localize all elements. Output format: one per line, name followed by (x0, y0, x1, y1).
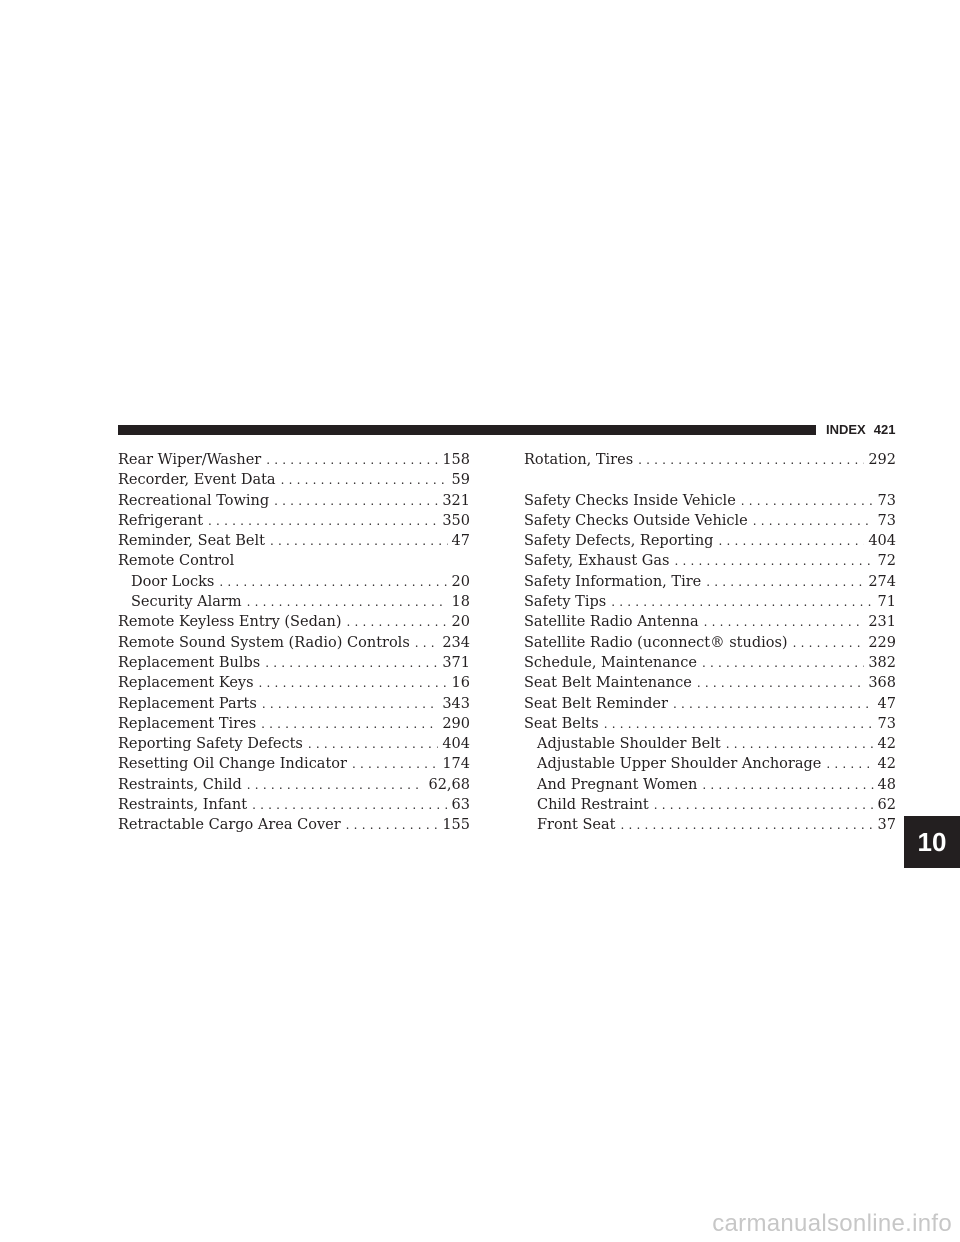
index-entry (118, 491, 470, 511)
index-term: Front Seat (537, 817, 616, 834)
index-page-ref: 72 (877, 553, 896, 570)
dot-leader (415, 633, 439, 653)
index-page-ref: 321 (442, 492, 470, 509)
index-page-ref: 20 (451, 573, 470, 590)
index-entry (118, 612, 470, 632)
index-page-ref: 371 (442, 654, 470, 671)
dot-leader (308, 734, 438, 754)
index-entry (118, 531, 470, 551)
dot-leader (208, 511, 438, 531)
index-page-ref: 404 (442, 736, 470, 753)
index-entry (118, 775, 470, 795)
dot-leader (604, 714, 874, 734)
dot-leader (726, 734, 874, 754)
index-page-ref: 174 (442, 756, 470, 773)
index-subentry (524, 775, 896, 795)
index-entry (524, 714, 896, 734)
index-page-ref: 158 (442, 452, 470, 468)
index-entry (524, 511, 896, 531)
index-page-ref: 42 (877, 756, 896, 773)
dot-leader (706, 572, 864, 592)
index-term: Seat Belts (524, 715, 599, 732)
index-term: Replacement Keys (118, 675, 254, 692)
dot-leader (265, 653, 438, 673)
index-entry (524, 653, 896, 673)
index-page-ref: 368 (868, 675, 896, 692)
index-term: Restraints, Child (118, 776, 242, 793)
index-term: Reporting Safety Defects (118, 736, 303, 753)
dot-leader (347, 612, 448, 632)
index-term: Restraints, Infant (118, 797, 248, 814)
index-page-ref: 71 (877, 594, 896, 611)
running-header (826, 421, 895, 439)
index-subentry (118, 572, 470, 592)
dot-leader (270, 531, 448, 551)
watermark: carmanualsonline.info (712, 1210, 952, 1237)
index-page-ref: 229 (868, 634, 896, 651)
dot-leader (266, 450, 438, 470)
dot-leader (219, 572, 447, 592)
index-entry (524, 592, 896, 612)
page-number: 421 (873, 422, 896, 437)
index-subentry (524, 815, 896, 835)
index-entry (118, 754, 470, 774)
index-page-ref: 73 (877, 715, 896, 732)
index-column-right (524, 450, 896, 836)
dot-leader (753, 511, 874, 531)
dot-leader (674, 551, 873, 571)
index-entry (524, 673, 896, 693)
index-term: Resetting Oil Change Indicator (118, 756, 347, 773)
index-entry (118, 795, 470, 815)
index-entry (118, 470, 470, 490)
index-page-ref: 20 (451, 614, 470, 631)
dot-leader (620, 815, 873, 835)
index-term: Replacement Tires (118, 715, 257, 732)
index-term: Security Alarm (131, 594, 242, 611)
index-term: Replacement Parts (118, 695, 257, 712)
index-term: Safety Checks Outside Vehicle (524, 512, 748, 529)
index-entry (524, 450, 896, 470)
index-term: Adjustable Upper Shoulder Anchorage (537, 756, 822, 773)
index-page-ref: 47 (877, 695, 896, 712)
index-subentry (524, 734, 896, 754)
index-term: Rotation, Tires (524, 452, 634, 468)
dot-leader (346, 815, 439, 835)
index-term: Recreational Towing (118, 492, 270, 509)
index-entry (524, 694, 896, 714)
dot-leader (654, 795, 874, 815)
index-page-ref: 350 (442, 512, 470, 529)
header-rule (118, 425, 816, 435)
index-term: Seat Belt Reminder (524, 695, 668, 712)
index-entry (118, 694, 470, 714)
index-entry (524, 531, 896, 551)
dot-leader (611, 592, 873, 612)
index-term: Safety Defects, Reporting (524, 533, 714, 550)
index-entry (118, 714, 470, 734)
index-entry (118, 633, 470, 653)
dot-leader (638, 450, 864, 470)
dot-leader (702, 653, 864, 673)
dot-leader (262, 694, 438, 714)
index-entry (118, 815, 470, 835)
index-term: Remote Sound System (Radio) Controls (118, 634, 410, 651)
index-entry (118, 653, 470, 673)
index-page-ref: 18 (451, 594, 470, 611)
dot-leader (352, 754, 438, 774)
dot-leader (261, 714, 438, 734)
index-page-ref: 59 (451, 472, 470, 489)
index-term: Remote Keyless Entry (Sedan) (118, 614, 342, 631)
index-term: Safety Information, Tire (524, 573, 702, 590)
index-term: Satellite Radio (uconnect® studios) (524, 634, 788, 651)
dot-leader (793, 633, 865, 653)
index-entry (524, 491, 896, 511)
index-entry (524, 612, 896, 632)
index-term: Safety, Exhaust Gas (524, 553, 670, 570)
index-entry (118, 734, 470, 754)
index-term: Seat Belt Maintenance (524, 675, 692, 692)
index-term: Recorder, Event Data (118, 472, 276, 489)
index-page-ref: 16 (451, 675, 470, 692)
index-term: Schedule, Maintenance (524, 654, 697, 671)
index-term: Satellite Radio Antenna (524, 614, 699, 631)
dot-leader (247, 775, 425, 795)
index-page-ref: 63 (451, 797, 470, 814)
index-subentry (524, 795, 896, 815)
index-term: Reminder, Seat Belt (118, 533, 265, 550)
index-entry (118, 511, 470, 531)
index-term: Safety Tips (524, 594, 607, 611)
index-page-ref: 155 (442, 817, 470, 834)
index-term: Adjustable Shoulder Belt (537, 736, 721, 753)
index-entry (524, 551, 896, 571)
dot-leader (718, 531, 864, 551)
index-column-left (118, 450, 470, 836)
dot-leader (281, 470, 448, 490)
dot-leader (704, 612, 865, 632)
chapter-tab: 10 (904, 816, 960, 868)
index-page-ref: 382 (868, 654, 896, 671)
dot-leader (702, 775, 873, 795)
index-term: Retractable Cargo Area Cover (118, 817, 341, 834)
index-term: Refrigerant (118, 512, 204, 529)
index-page-ref: 47 (451, 533, 470, 550)
index-page-ref: 343 (442, 695, 470, 712)
index-page-ref: 62,68 (428, 776, 470, 793)
dot-leader (259, 673, 448, 693)
index-term: Child Restraint (537, 797, 649, 814)
index-page-ref: 292 (868, 452, 896, 468)
dot-leader (697, 673, 865, 693)
section-title: INDEX (826, 422, 866, 437)
index-page-ref: 48 (877, 776, 896, 793)
index-heading (118, 551, 470, 571)
dot-leader (673, 694, 874, 714)
dot-leader (247, 592, 448, 612)
index-term: Safety Checks Inside Vehicle (524, 492, 736, 509)
index-entry (118, 673, 470, 693)
dot-leader (274, 491, 438, 511)
dot-leader (826, 754, 873, 774)
index-page-ref: 290 (442, 715, 470, 732)
index-entry (524, 633, 896, 653)
index-term: Replacement Bulbs (118, 654, 261, 671)
index-page-ref: 231 (868, 614, 896, 631)
index-page-ref: 42 (877, 736, 896, 753)
dot-leader (252, 795, 447, 815)
index-page-ref: 37 (877, 817, 896, 834)
index-term: And Pregnant Women (537, 776, 698, 793)
index-page-ref: 404 (868, 533, 896, 550)
index-entry (524, 572, 896, 592)
index-page-ref: 73 (877, 512, 896, 529)
index-page-ref: 62 (877, 797, 896, 814)
index-page-ref: 274 (868, 573, 896, 590)
index-page-ref: 234 (442, 634, 470, 651)
dot-leader (741, 491, 874, 511)
index-subentry (524, 754, 896, 774)
index-subentry (118, 592, 470, 612)
index-entry (118, 450, 470, 470)
index-term: Door Locks (131, 573, 215, 590)
index-term: Remote Control (118, 553, 235, 570)
index-page-ref: 73 (877, 492, 896, 509)
index-term: Rear Wiper/Washer (118, 452, 262, 468)
